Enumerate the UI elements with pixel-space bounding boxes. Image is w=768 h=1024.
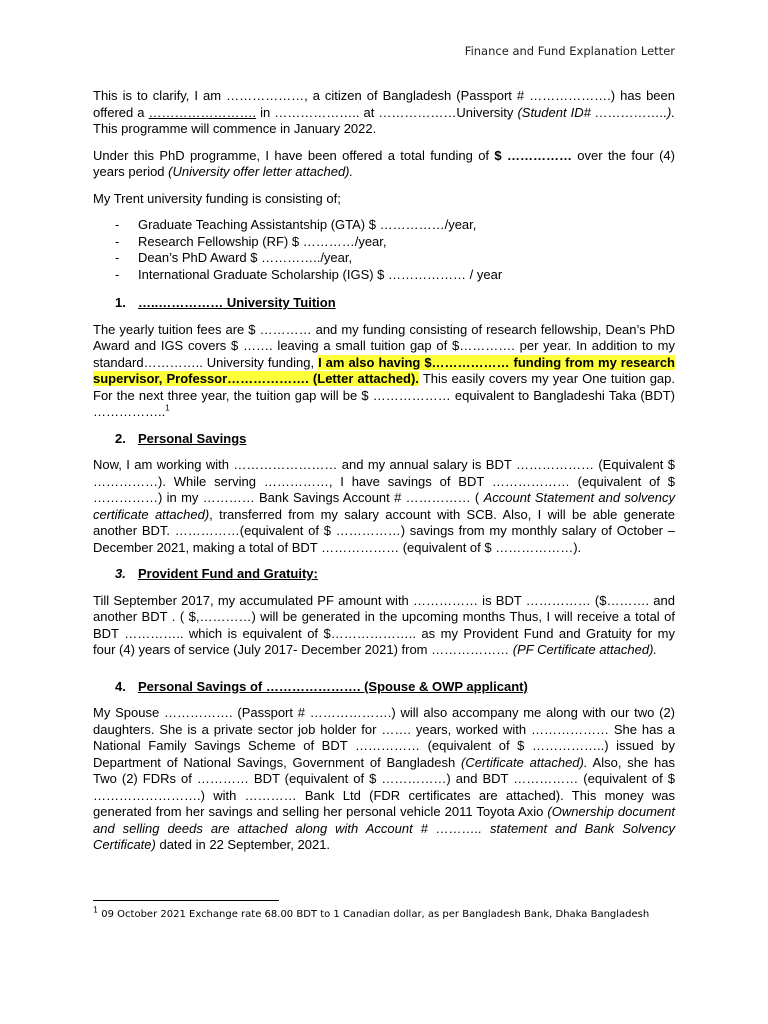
section-savings-text: Now, I am working with …………………… and my annual salary is BDT ……………… (Equivalent $ ……………). While serving ……………, I have savings of BDT ……………… (equivalent of $ ……………) in my ………… Bank Savings Account # …………… ( Account Statement and solvency certificate attached), transferred from my salary account with SCB. Also, I will be able generate another BDT. ……………(equivalent of $ ……………) savings from my monthly salary of October – December 2021, making a total of BDT ……………… (equivalent of $ ………………). [93, 457, 675, 555]
highlighted-text: I am also having $……………… funding from my research supervisor, Professor………………. (Letter attached). [93, 354, 676, 386]
section-heading-spouse-savings: 4. Personal Savings of …………………. (Spouse & OWP applicant) [115, 678, 528, 694]
intro-paragraph-1: This is to clarify, I am ………………, a citizen of Bangladesh (Passport # ……………….) has been offered a ……………………. in ……………….. at ………………University (Student ID# ……………..). This programme will commence in January 2022. [93, 88, 675, 136]
footnote: $^1$ 09 October 2021 Exchange rate 68.00 BDT to 1 Canadian dollar, as per Bangladesh Bank, Dhaka Bangladesh [93, 905, 650, 920]
letter-body [93, 88, 675, 864]
intro-paragraph-2: Under this PhD programme, I have been offered a total funding of $ …………… over the four (4) years period (University offer letter attached). [93, 147, 675, 179]
funding-list [93, 217, 675, 283]
section-heading-provident-fund: 3. Provident Fund and Gratuity: [115, 566, 318, 581]
section-heading-tuition: 1. …..…………… University Tuition [115, 295, 336, 310]
page-header-title: Finance and Fund Explanation Letter [464, 44, 675, 58]
footnote-ref: 1 [165, 403, 170, 413]
section-provident-fund-text: Till September 2017, my accumulated PF amount with …………… is BDT …………… ($………. and another BDT . ( $,…………) will be generated in the upcoming months Thus, I will receive a total of BDT ………….. which is equivalent of $……………….. as my Provident Fund and Gratuity for my four (4) years of service (July 2017- December 2021) from ……………… (PF Certificate attached). [93, 592, 675, 657]
section-heading-savings: 2. Personal Savings [115, 430, 247, 446]
list-item: - Graduate Teaching Assistantship (GTA) $ ……………/year, [93, 217, 675, 234]
list-item: - Research Fellowship (RF) $ …………/year, [93, 234, 675, 251]
programme-blank: ……………………. [148, 104, 257, 120]
intro-paragraph-3: My Trent university funding is consisting of; [93, 190, 341, 206]
section-tuition-text: The yearly tuition fees are $ ………… and my funding consisting of research fellowship, Dean’s PhD Award and IGS covers $ ……. leaving a small tuition gap of $…………. per year. In addition to my standard………….. University funding, I am also having $……………… funding from my research supervisor, Professor………………. (Letter attached). This easily covers my year One tuition gap. For the next three year, the tuition gap will be $ ……………… equivalent to Bangladeshi Taka (BDT) ……………..$^1$ [93, 321, 676, 419]
section-spouse-savings-text: My Spouse ……………. (Passport # ……………….) will also accompany me along with our two (2) daughters. She is a private sector job holder for ……. years, worked with ……………… She has a National Family Savings Scheme of BDT …………… (equivalent of $ ……………..) issued by Department of National Savings, Government of Bangladesh (Certificate attached). Also, she has Two (2) FDRs of ………… BDT (equivalent of $ ……………) and BDT …………… (equivalent of $ …………………….) with ………… Bank Ltd (FDR certificates are attached). This money was generated from her savings and selling her personal vehicle 2011 Toyota Axio (Ownership document and selling deeds are attached along with Account # ……….. statement and Bank Solvency Certificate) dated in 22 September, 2021. [93, 705, 675, 852]
footnote-divider [93, 900, 279, 901]
list-item: - Dean’s PhD Award $ …………../year, [93, 250, 675, 267]
list-item: - International Graduate Scholarship (IGS) $ ……………… / year [93, 267, 675, 284]
